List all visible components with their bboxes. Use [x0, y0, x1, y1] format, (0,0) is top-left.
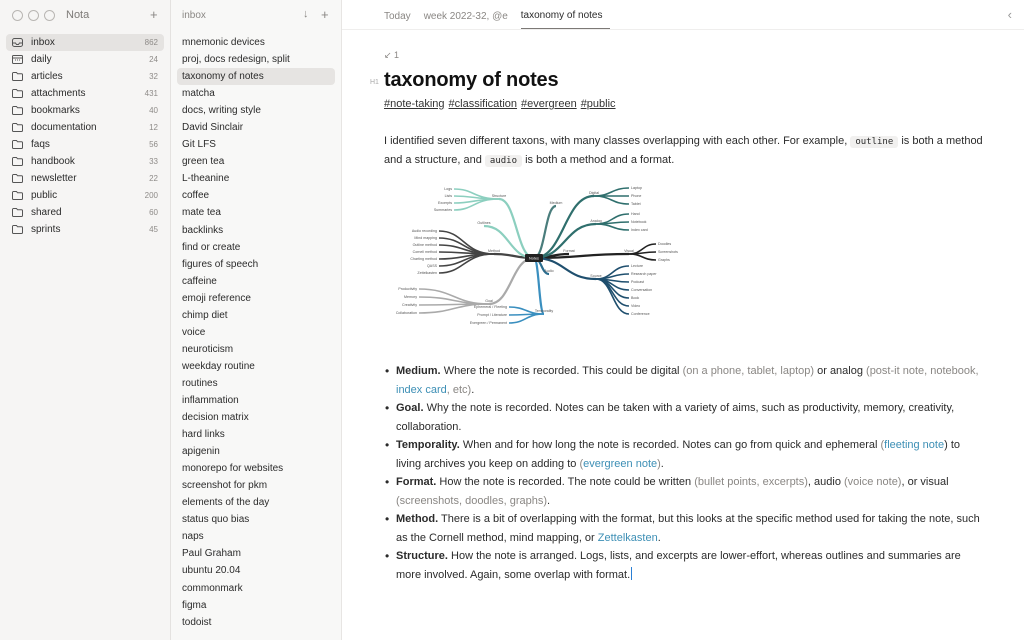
folder-count: 33: [149, 157, 158, 166]
bullet-item[interactable]: [396, 473, 984, 510]
bullet-text: , etc): [446, 383, 472, 396]
bullet-item[interactable]: [396, 436, 984, 473]
folder-name: faqs: [31, 139, 50, 150]
bullet-text: , or visual: [901, 476, 949, 488]
bullet-text: , audio: [807, 476, 844, 488]
bullet-text: .: [657, 531, 661, 544]
sidebar-item-public[interactable]: [6, 187, 164, 204]
sidebar-item-handbook[interactable]: [6, 153, 164, 170]
intro-paragraph[interactable]: [384, 132, 984, 170]
mindmap-branch-label: Method: [488, 249, 500, 253]
list-item[interactable]: taxonomy of notes: [177, 68, 335, 85]
text-cursor: [631, 567, 632, 580]
list-item[interactable]: green tea: [182, 156, 225, 168]
mindmap-leaf-link: [419, 289, 489, 304]
folder-icon: [12, 208, 23, 217]
mindmap-leaf-label: Cornell method: [412, 250, 437, 255]
list-item[interactable]: weekday routine: [182, 360, 255, 372]
bullet-text: (: [880, 439, 885, 451]
mindmap-leaf-label: Productivity: [398, 287, 417, 292]
mindmap-leaf-link: [594, 188, 629, 196]
sidebar-item-attachments[interactable]: [6, 85, 164, 102]
bullet-text: (screenshots, doodles, graphs): [396, 494, 548, 507]
inline-code-outline: outline: [850, 136, 898, 148]
folder-icon: [12, 225, 23, 234]
mindmap-leaf-label: Collaboration: [395, 311, 417, 316]
mindmap-leaf-label: Lecture: [631, 264, 643, 269]
list-item[interactable]: find or create: [182, 241, 241, 253]
sidebar: [0, 0, 171, 640]
bullet-text: (on a phone, tablet, laptop): [682, 365, 815, 377]
list-item[interactable]: naps: [182, 531, 204, 543]
list-item[interactable]: docs, writing style: [182, 105, 261, 117]
list-item[interactable]: decision matrix: [182, 412, 249, 424]
mindmap-center-label: Notes: [529, 256, 539, 261]
folder-name: shared: [31, 207, 62, 218]
sidebar-item-articles[interactable]: [6, 68, 164, 85]
mindmap-leaf-label: Conversation: [631, 288, 653, 293]
mindmap-leaf-label: Doodles: [658, 242, 672, 247]
list-item[interactable]: chimp diet: [182, 309, 228, 321]
list-item[interactable]: caffeine: [182, 275, 217, 287]
mindmap-leaf-label: Graphs: [658, 258, 670, 263]
mindmap-branch-label: Analog: [590, 219, 602, 223]
folder-icon: [12, 123, 23, 132]
bullet-item[interactable]: [396, 399, 984, 436]
list-item[interactable]: elements of the day: [182, 497, 270, 509]
list-item[interactable]: Paul Graham: [182, 548, 241, 560]
new-note-icon[interactable]: +: [321, 7, 329, 22]
bullet-text: (: [579, 457, 584, 470]
folder-count: 40: [149, 106, 158, 115]
mindmap-leaf-link: [594, 196, 629, 204]
tab-0[interactable]: Today: [384, 11, 411, 22]
inbox-icon: [12, 38, 23, 47]
folder-name: sprints: [31, 224, 61, 235]
folder-name: daily: [31, 54, 52, 65]
folder-icon: [12, 140, 23, 149]
note-list-header: [171, 0, 341, 30]
sidebar-item-faqs[interactable]: [6, 136, 164, 153]
mindmap-leaf-label: Video: [631, 304, 641, 309]
mindmap-leaf-label: Podcast: [631, 280, 644, 285]
bullet-text: There is a bit of overlapping with the format, but this looks at the specific method used for taking the note, such as the Cornell method, mind mapping, or: [396, 513, 980, 544]
folder-count: 22: [149, 174, 158, 183]
list-item[interactable]: proj, docs redesign, split: [182, 54, 290, 66]
sidebar-item-shared[interactable]: [6, 204, 164, 221]
list-item[interactable]: L-theanine: [182, 173, 230, 185]
app-title: Nota: [66, 9, 90, 21]
mindmap-branch-label: Digital: [589, 191, 599, 195]
bullet-item[interactable]: [396, 362, 984, 399]
mindmap-leaf-label: Tablet: [631, 202, 641, 207]
wiki-link[interactable]: index card: [396, 383, 447, 396]
list-item[interactable]: figma: [182, 599, 207, 611]
list-item[interactable]: neuroticism: [182, 343, 234, 355]
list-item[interactable]: coffee: [182, 190, 210, 202]
list-item[interactable]: routines: [182, 377, 218, 389]
mindmap-branch: [489, 258, 534, 304]
bullet-text: or analog: [814, 365, 867, 377]
tag-link[interactable]: #classification: [448, 98, 518, 110]
bullet-term: Structure.: [396, 550, 448, 562]
mindmap-leaf-label: Laptop: [631, 186, 642, 191]
mindmap-leaf-label: Ephemeral / Fleeting: [473, 305, 507, 310]
bullet-text: When and for how long the note is recorded. Notes can go from quick and ephemeral: [462, 439, 881, 451]
list-item[interactable]: Git LFS: [182, 139, 216, 151]
folder-name: articles: [31, 71, 63, 82]
bullet-text: How the note is arranged. Logs, lists, and excerpts are lower-effort, whereas outlines and summaries are more involved. Again, some overlap with format.: [396, 550, 961, 581]
mindmap-leaf-label: Index card: [631, 228, 648, 233]
bullet-text: .: [547, 494, 551, 507]
list-item[interactable]: apigenin: [182, 446, 220, 458]
folder-name: bookmarks: [31, 105, 80, 116]
tab-1[interactable]: week 2022-32, @e: [423, 11, 508, 22]
note-list: [171, 34, 341, 631]
folder-count: 32: [149, 72, 158, 81]
mindmap-branch-label: Temporality: [534, 309, 554, 313]
folder-count: 431: [144, 89, 158, 98]
note-content: [370, 50, 984, 584]
minimize-window-button[interactable]: [28, 10, 39, 21]
list-item[interactable]: backlinks: [182, 224, 224, 236]
note-title[interactable]: taxonomy of notes: [384, 69, 559, 91]
mindmap-leaf-label: Lists: [444, 194, 452, 199]
close-window-button[interactable]: [12, 10, 23, 21]
folder-count: 60: [149, 208, 158, 217]
folder-name: public: [31, 190, 58, 201]
mindmap-branch-label: Source: [590, 274, 602, 278]
mindmap-graphic: [384, 184, 684, 344]
bullet-text: .: [660, 457, 664, 470]
folder-icon: [12, 191, 23, 200]
bullet-text: (post-it note, notebook,: [866, 365, 979, 377]
list-item[interactable]: ubuntu 20.04: [182, 565, 241, 577]
bullet-text: ): [657, 457, 661, 470]
folder-name: documentation: [31, 122, 97, 133]
calendar-icon: [12, 55, 23, 64]
folder-name: attachments: [31, 88, 86, 99]
folder-count: 24: [149, 55, 158, 64]
mindmap-leaf-label: Mind mapping: [414, 236, 437, 241]
mindmap-branch-label: Audio: [544, 269, 554, 273]
folder-count: 200: [144, 191, 158, 200]
mindmap-leaf-link: [596, 279, 629, 306]
sort-down-icon[interactable]: ↓: [303, 8, 309, 20]
chevron-left-icon[interactable]: ‹: [1007, 7, 1012, 22]
new-folder-icon[interactable]: +: [150, 7, 158, 22]
bullet-term: Method.: [396, 513, 439, 525]
bullet-text: ): [944, 439, 948, 451]
list-item[interactable]: emoji reference: [182, 292, 251, 304]
mindmap-branch-label: Outlines: [477, 221, 491, 225]
bullet-text: (voice note): [844, 476, 902, 488]
bullet-item[interactable]: [396, 510, 984, 547]
mindmap-leaf-label: Zettelkasten: [417, 271, 437, 276]
mindmap-leaf-label: Audio recording: [411, 229, 437, 234]
bullet-text: to living archives you keep on adding to: [396, 439, 960, 470]
mindmap-leaf-label: Creativity: [402, 303, 417, 308]
tab-bar: [342, 0, 1024, 30]
wiki-link[interactable]: fleeting note: [884, 439, 945, 451]
mindmap-leaf-label: Memory: [404, 295, 417, 300]
mindmap-leaf-link: [419, 297, 489, 304]
backlinks-count[interactable]: ↙ 1: [384, 50, 400, 60]
intro-text-a: I identified seven different taxons, with many classes overlapping with each other. For example,: [384, 135, 848, 147]
wiki-link[interactable]: evergreen note: [583, 457, 658, 470]
wiki-link[interactable]: Zettelkasten: [597, 531, 658, 544]
mindmap-branch-label: Structure: [491, 194, 507, 198]
tab-2[interactable]: taxonomy of notes: [521, 10, 610, 29]
mindmap-leaf-label: Logs: [444, 187, 452, 192]
list-item[interactable]: figures of speech: [182, 258, 259, 270]
folder-icon: [12, 89, 23, 98]
folder-count: 12: [149, 123, 158, 132]
bullet-term: Medium.: [396, 365, 441, 377]
folder-count: 45: [149, 225, 158, 234]
note-list-title: inbox: [182, 9, 206, 21]
mindmap-leaf-label: Notebook: [631, 220, 647, 225]
bullet-item[interactable]: [396, 547, 984, 584]
mindmap-leaf-label: Prompt / Literature: [477, 313, 507, 318]
window-titlebar: [0, 0, 170, 30]
list-item[interactable]: todoist: [182, 616, 212, 628]
folder-count: 56: [149, 140, 158, 149]
mindmap-leaf-label: Hand: [631, 212, 640, 217]
taxon-bullet-list: [396, 362, 984, 584]
sidebar-item-inbox[interactable]: [6, 34, 164, 51]
tag-list: [384, 98, 984, 110]
bullet-text: How the note is recorded. The note could be written: [439, 476, 695, 488]
mindmap-leaf-label: Excerpts: [438, 201, 452, 206]
tag-link[interactable]: #public: [580, 98, 616, 110]
mindmap-branch-label: Format: [563, 249, 575, 253]
editor-pane: [342, 0, 1024, 640]
intro-text-b: is both a method and a structure, and: [384, 135, 983, 166]
folder-icon: [12, 106, 23, 115]
mindmap-leaf-label: Phone: [631, 194, 642, 199]
mindmap-leaf-label: Outline method: [412, 243, 437, 248]
list-item[interactable]: David Sinclair: [182, 122, 244, 134]
heading-marker: H1: [370, 79, 379, 86]
mindmap-branch-label: Goal: [485, 299, 493, 303]
tag-link[interactable]: #note-taking: [384, 98, 445, 110]
folder-name: newsletter: [31, 173, 77, 184]
mindmap-leaf-label: QASS: [427, 264, 437, 269]
sidebar-item-documentation[interactable]: [6, 119, 164, 136]
mindmap-leaf-label: Evergreen / Permanent: [469, 321, 507, 326]
bullet-term: Format.: [396, 476, 437, 488]
folder-list: [0, 34, 170, 238]
note-list-panel: [171, 0, 342, 640]
folder-icon: [12, 174, 23, 183]
list-item[interactable]: monorepo for websites: [182, 463, 284, 475]
folder-icon: [12, 72, 23, 81]
mindmap-leaf-label: Conference: [631, 312, 650, 317]
list-item[interactable]: voice: [182, 326, 206, 338]
list-item[interactable]: status quo bias: [182, 514, 250, 526]
list-item[interactable]: mate tea: [182, 207, 221, 219]
folder-name: inbox: [31, 37, 55, 48]
inline-code-audio: audio: [485, 155, 522, 167]
sidebar-item-daily[interactable]: [6, 51, 164, 68]
tag-link[interactable]: #evergreen: [521, 98, 577, 110]
mindmap-branch-label: Medium: [549, 201, 563, 205]
mindmap-leaf-label: Screenshots: [658, 250, 678, 255]
taxonomy-mindmap-image[interactable]: [384, 184, 684, 344]
zoom-window-button[interactable]: [44, 10, 55, 21]
bullet-term: Temporality.: [396, 439, 460, 451]
mindmap-leaf-link: [629, 254, 656, 260]
mindmap-leaf-label: Book: [631, 296, 640, 301]
mindmap-leaf-label: Research paper: [631, 272, 657, 277]
list-item[interactable]: screenshot for pkm: [182, 480, 268, 492]
sidebar-item-bookmarks[interactable]: [6, 102, 164, 119]
sidebar-item-sprints[interactable]: [6, 221, 164, 238]
mindmap-leaf-label: Charting method: [410, 257, 437, 262]
list-item[interactable]: commonmark: [182, 582, 243, 594]
folder-count: 862: [144, 38, 158, 47]
sidebar-item-newsletter[interactable]: [6, 170, 164, 187]
mindmap-leaf-link: [596, 224, 629, 230]
intro-text-c: is both a method and a format.: [525, 154, 675, 166]
bullet-text: (bullet points, excerpts): [694, 476, 808, 488]
list-item[interactable]: matcha: [182, 88, 215, 100]
folder-name: handbook: [31, 156, 75, 167]
mindmap-branch: [534, 206, 556, 258]
bullet-text: Why the note is recorded. Notes can be taken with a variety of aims, such as productivity, memory, creativity, collaboration.: [396, 402, 955, 433]
bullet-text: .: [471, 383, 475, 396]
list-item[interactable]: hard links: [182, 429, 225, 441]
bullet-term: Goal.: [396, 402, 424, 414]
mindmap-branch-label: Visual: [624, 249, 634, 253]
list-item[interactable]: inflammation: [182, 395, 239, 406]
list-item[interactable]: mnemonic devices: [182, 37, 265, 49]
bullet-text: Where the note is recorded. This could be digital: [443, 365, 683, 377]
folder-icon: [12, 157, 23, 166]
mindmap-leaf-label: Summaries: [433, 208, 452, 213]
